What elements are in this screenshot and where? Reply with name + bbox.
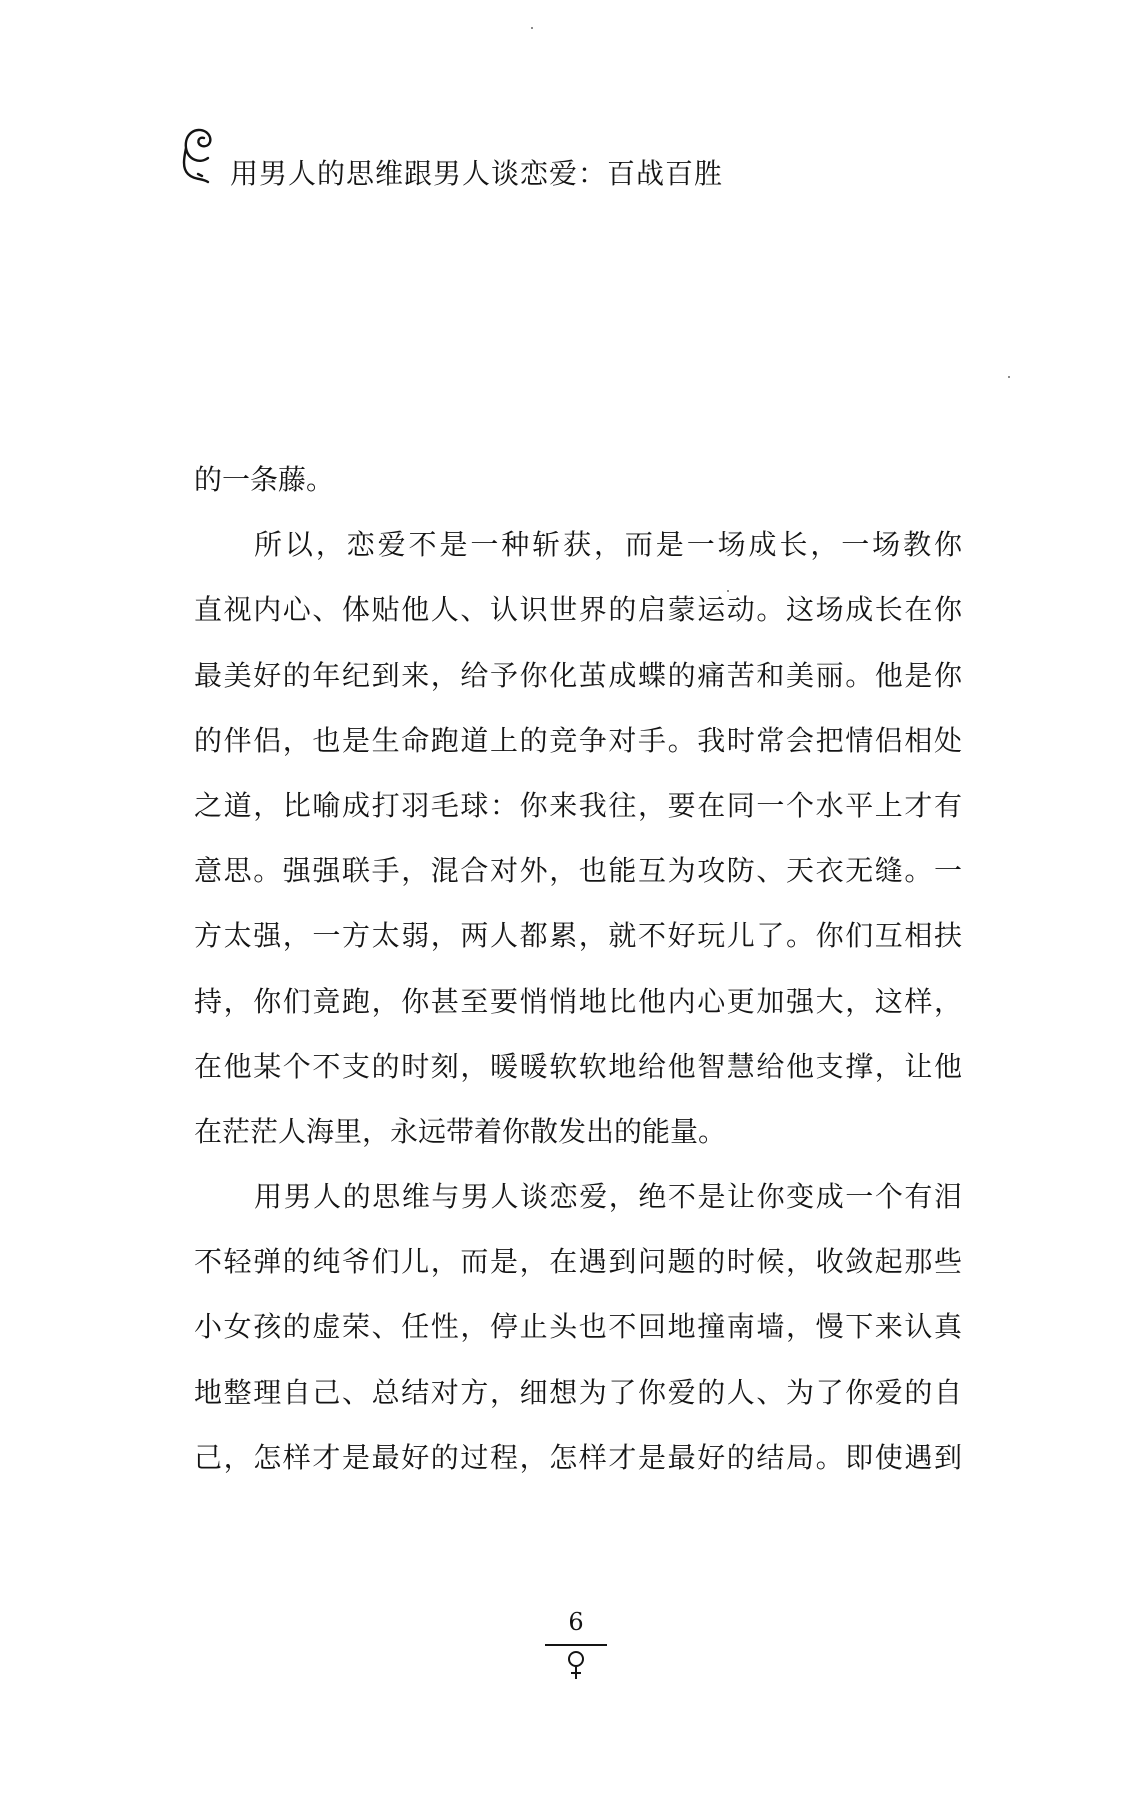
paragraph-line: 不轻弹的纯爷们儿，而是，在遇到问题的时候，收敛起那些 xyxy=(194,1245,962,1279)
paragraph-line: 小女孩的虚荣、任性，停止头也不回地撞南墙，慢下来认真 xyxy=(194,1310,962,1344)
scan-speck xyxy=(1008,376,1010,378)
paragraph-line: 己，怎样才是最好的过程，怎样才是最好的结局。即使遇到 xyxy=(194,1440,962,1474)
paragraph-line: 意思。强强联手，混合对外，也能互为攻防、天衣无缝。一 xyxy=(194,854,962,888)
footer-rule xyxy=(545,1644,607,1646)
paragraph-line: 地整理自己、总结对方，细想为了你爱的人、为了你爱的自 xyxy=(194,1375,962,1409)
running-header-title: 用男人的思维跟男人谈恋爱：百战百胜 xyxy=(230,157,724,190)
paragraph-line: 用男人的思维与男人谈恋爱，绝不是让你变成一个有泪 xyxy=(254,1180,962,1214)
venus-symbol-icon xyxy=(566,1650,586,1680)
spiral-swirl-icon xyxy=(178,112,238,192)
paragraph-line: 所以，恋爱不是一种斩获，而是一场成长，一场教你 xyxy=(254,528,962,562)
paragraph-line: 持，你们竟跑，你甚至要悄悄地比他内心更加强大，这样， xyxy=(194,984,962,1018)
paragraph-line: 直视内心、体贴他人、认识世界的启蒙运动。这场成长在你 xyxy=(194,593,962,627)
paragraph-line: 之道，比喻成打羽毛球：你来我往，要在同一个水平上才有 xyxy=(194,788,962,822)
paragraph-line: 在他某个不支的时刻，暖暖软软地给他智慧给他支撑，让他 xyxy=(194,1049,962,1083)
running-header xyxy=(178,112,878,192)
paragraph-line: 方太强，一方太弱，两人都累，就不好玩儿了。你们互相扶 xyxy=(194,919,962,953)
scan-speck xyxy=(531,27,533,29)
paragraph-line: 的伴侣，也是生命跑道上的竞争对手。我时常会把情侣相处 xyxy=(194,723,962,757)
body-text xyxy=(194,447,962,1490)
page-number: 6 xyxy=(568,1608,584,1636)
paragraph-line: 在茫茫人海里，永远带着你散发出的能量。 xyxy=(194,1114,727,1148)
paragraph-line: 的一条藤。 xyxy=(194,463,335,496)
page-footer xyxy=(536,1608,616,1680)
paragraph-line: 最美好的年纪到来，给予你化茧成蝶的痛苦和美丽。他是你 xyxy=(194,658,962,692)
